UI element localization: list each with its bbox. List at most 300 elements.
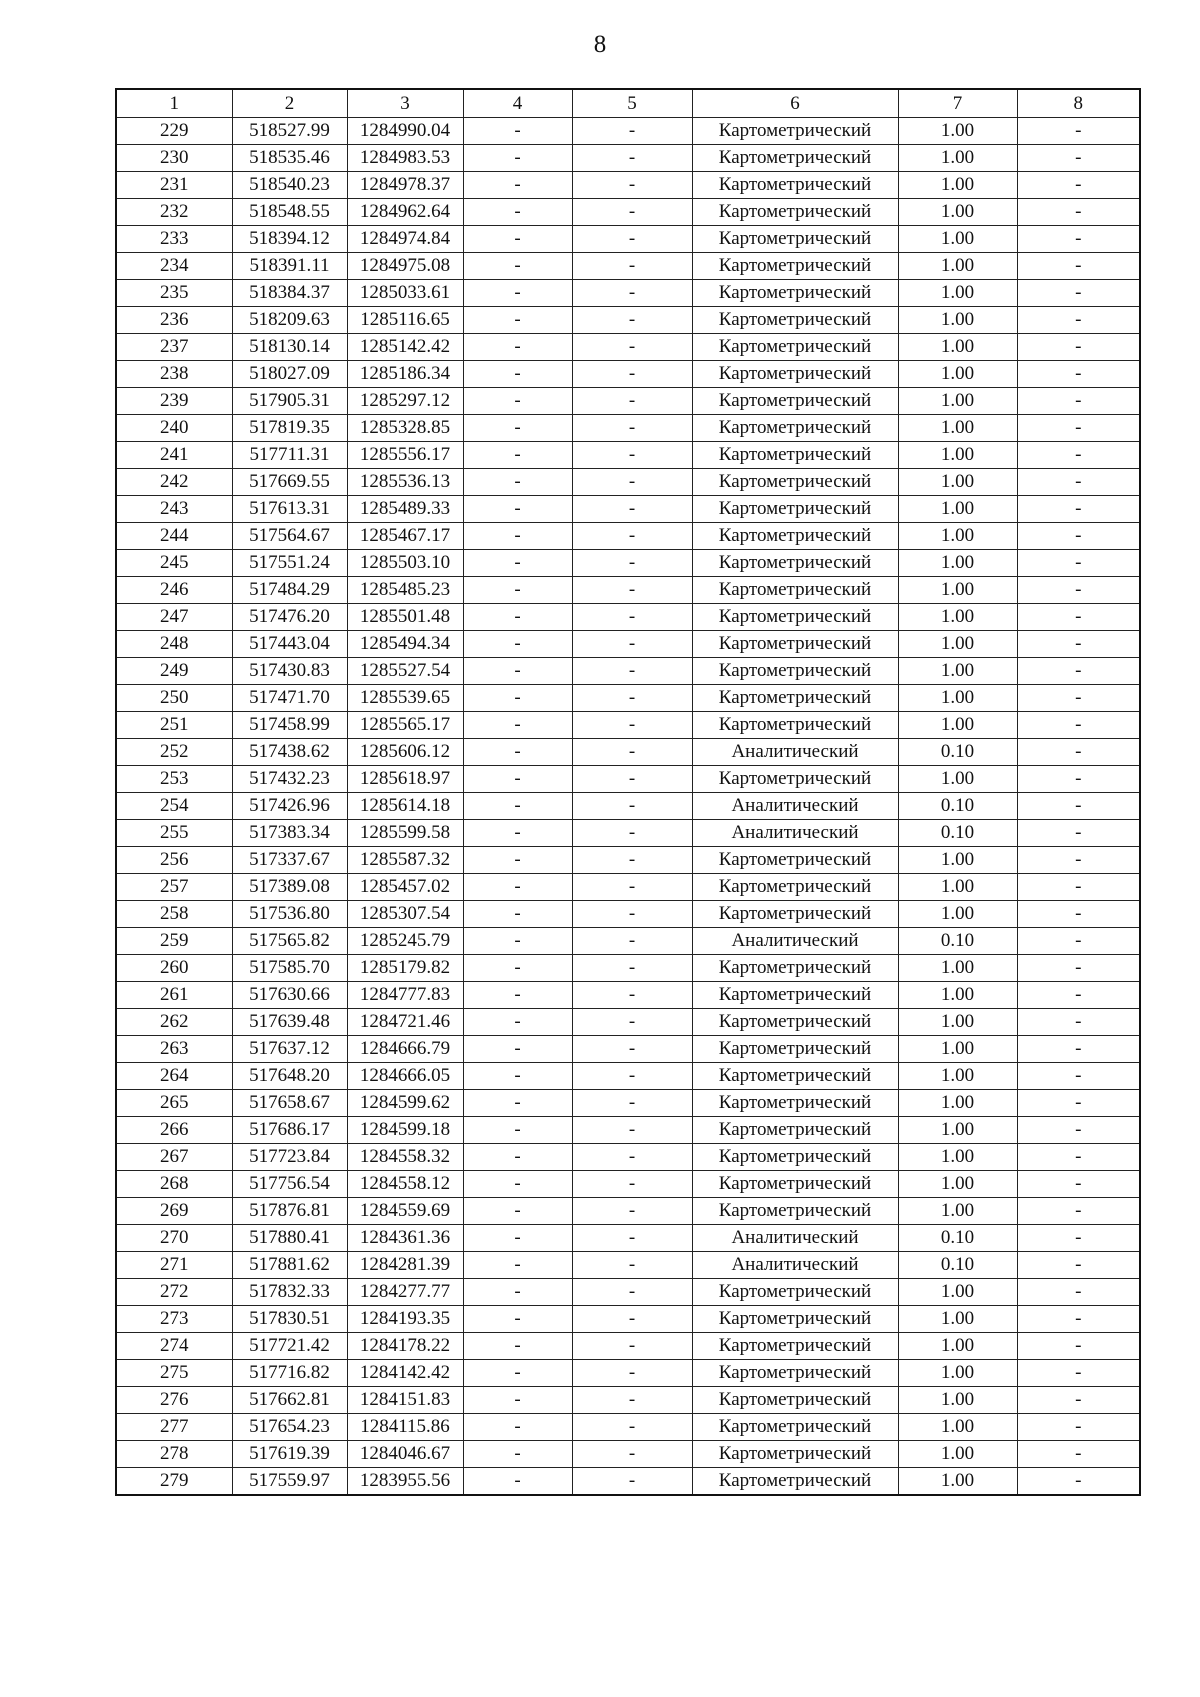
table-row (116, 1252, 1140, 1279)
point-number-cell: 276 (116, 1387, 232, 1414)
col5-cell: - (572, 1090, 692, 1117)
point-number-cell: 273 (116, 1306, 232, 1333)
table-row (116, 307, 1140, 334)
table-row (116, 415, 1140, 442)
col4-cell: - (463, 334, 572, 361)
col5-cell: - (572, 226, 692, 253)
table-row (116, 118, 1140, 145)
x-coordinate-cell: 517905.31 (232, 388, 347, 415)
x-coordinate-cell: 518027.09 (232, 361, 347, 388)
accuracy-cell: 1.00 (898, 550, 1017, 577)
table-row (116, 1414, 1140, 1441)
col5-cell: - (572, 523, 692, 550)
point-number-cell: 247 (116, 604, 232, 631)
col4-cell: - (463, 1198, 572, 1225)
col8-cell: - (1017, 685, 1140, 712)
table-row (116, 820, 1140, 847)
x-coordinate-cell: 517639.48 (232, 1009, 347, 1036)
col8-cell: - (1017, 982, 1140, 1009)
point-number-cell: 274 (116, 1333, 232, 1360)
x-coordinate-cell: 517876.81 (232, 1198, 347, 1225)
method-cell: Картометрический (692, 280, 898, 307)
col4-cell: - (463, 1468, 572, 1496)
point-number-cell: 253 (116, 766, 232, 793)
col8-cell: - (1017, 253, 1140, 280)
y-coordinate-cell: 1285614.18 (347, 793, 463, 820)
accuracy-cell: 1.00 (898, 847, 1017, 874)
method-cell: Аналитический (692, 793, 898, 820)
column-header: 5 (572, 89, 692, 118)
x-coordinate-cell: 517880.41 (232, 1225, 347, 1252)
col8-cell: - (1017, 1171, 1140, 1198)
point-number-cell: 258 (116, 901, 232, 928)
point-number-cell: 244 (116, 523, 232, 550)
col4-cell: - (463, 766, 572, 793)
col8-cell: - (1017, 1387, 1140, 1414)
method-cell: Картометрический (692, 1036, 898, 1063)
table-row (116, 1333, 1140, 1360)
accuracy-cell: 1.00 (898, 172, 1017, 199)
x-coordinate-cell: 517432.23 (232, 766, 347, 793)
col8-cell: - (1017, 1306, 1140, 1333)
accuracy-cell: 1.00 (898, 874, 1017, 901)
accuracy-cell: 1.00 (898, 685, 1017, 712)
accuracy-cell: 1.00 (898, 280, 1017, 307)
col4-cell: - (463, 253, 572, 280)
point-number-cell: 239 (116, 388, 232, 415)
y-coordinate-cell: 1285297.12 (347, 388, 463, 415)
y-coordinate-cell: 1284361.36 (347, 1225, 463, 1252)
col5-cell: - (572, 847, 692, 874)
col5-cell: - (572, 253, 692, 280)
col4-cell: - (463, 577, 572, 604)
col5-cell: - (572, 307, 692, 334)
col4-cell: - (463, 793, 572, 820)
y-coordinate-cell: 1284974.84 (347, 226, 463, 253)
x-coordinate-cell: 518540.23 (232, 172, 347, 199)
x-coordinate-cell: 517471.70 (232, 685, 347, 712)
point-number-cell: 278 (116, 1441, 232, 1468)
col8-cell: - (1017, 1279, 1140, 1306)
point-number-cell: 250 (116, 685, 232, 712)
accuracy-cell: 1.00 (898, 1441, 1017, 1468)
column-header: 8 (1017, 89, 1140, 118)
y-coordinate-cell: 1285606.12 (347, 739, 463, 766)
table-row (116, 1036, 1140, 1063)
y-coordinate-cell: 1284559.69 (347, 1198, 463, 1225)
method-cell: Картометрический (692, 1063, 898, 1090)
col4-cell: - (463, 712, 572, 739)
method-cell: Аналитический (692, 1225, 898, 1252)
point-number-cell: 243 (116, 496, 232, 523)
table-row (116, 847, 1140, 874)
method-cell: Картометрический (692, 874, 898, 901)
y-coordinate-cell: 1284983.53 (347, 145, 463, 172)
col4-cell: - (463, 604, 572, 631)
col4-cell: - (463, 145, 572, 172)
col5-cell: - (572, 685, 692, 712)
x-coordinate-cell: 517648.20 (232, 1063, 347, 1090)
col4-cell: - (463, 1009, 572, 1036)
col5-cell: - (572, 928, 692, 955)
x-coordinate-cell: 517669.55 (232, 469, 347, 496)
accuracy-cell: 1.00 (898, 307, 1017, 334)
method-cell: Картометрический (692, 1360, 898, 1387)
point-number-cell: 263 (116, 1036, 232, 1063)
col5-cell: - (572, 1036, 692, 1063)
col5-cell: - (572, 496, 692, 523)
table-row (116, 199, 1140, 226)
col5-cell: - (572, 442, 692, 469)
method-cell: Картометрический (692, 550, 898, 577)
point-number-cell: 246 (116, 577, 232, 604)
method-cell: Картометрический (692, 334, 898, 361)
y-coordinate-cell: 1284962.64 (347, 199, 463, 226)
col5-cell: - (572, 1144, 692, 1171)
accuracy-cell: 1.00 (898, 496, 1017, 523)
x-coordinate-cell: 517458.99 (232, 712, 347, 739)
col4-cell: - (463, 901, 572, 928)
x-coordinate-cell: 517484.29 (232, 577, 347, 604)
col5-cell: - (572, 820, 692, 847)
point-number-cell: 241 (116, 442, 232, 469)
point-number-cell: 279 (116, 1468, 232, 1496)
accuracy-cell: 1.00 (898, 361, 1017, 388)
col4-cell: - (463, 415, 572, 442)
col4-cell: - (463, 1225, 572, 1252)
col4-cell: - (463, 172, 572, 199)
x-coordinate-cell: 517721.42 (232, 1333, 347, 1360)
y-coordinate-cell: 1284978.37 (347, 172, 463, 199)
col4-cell: - (463, 982, 572, 1009)
col8-cell: - (1017, 145, 1140, 172)
y-coordinate-cell: 1285599.58 (347, 820, 463, 847)
col8-cell: - (1017, 1225, 1140, 1252)
page-number: 8 (593, 31, 607, 58)
accuracy-cell: 1.00 (898, 334, 1017, 361)
col4-cell: - (463, 658, 572, 685)
table-row (116, 442, 1140, 469)
col8-cell: - (1017, 1036, 1140, 1063)
y-coordinate-cell: 1284178.22 (347, 1333, 463, 1360)
point-number-cell: 240 (116, 415, 232, 442)
y-coordinate-cell: 1285565.17 (347, 712, 463, 739)
y-coordinate-cell: 1283955.56 (347, 1468, 463, 1496)
col5-cell: - (572, 172, 692, 199)
x-coordinate-cell: 517630.66 (232, 982, 347, 1009)
point-number-cell: 237 (116, 334, 232, 361)
method-cell: Картометрический (692, 118, 898, 145)
col4-cell: - (463, 1279, 572, 1306)
method-cell: Картометрический (692, 604, 898, 631)
y-coordinate-cell: 1284777.83 (347, 982, 463, 1009)
method-cell: Картометрический (692, 361, 898, 388)
col5-cell: - (572, 118, 692, 145)
point-number-cell: 257 (116, 874, 232, 901)
x-coordinate-cell: 517389.08 (232, 874, 347, 901)
col4-cell: - (463, 1036, 572, 1063)
x-coordinate-cell: 517565.82 (232, 928, 347, 955)
col5-cell: - (572, 1306, 692, 1333)
col4-cell: - (463, 1171, 572, 1198)
table-row (116, 766, 1140, 793)
table-row (116, 145, 1140, 172)
coordinates-table (115, 88, 1141, 1496)
accuracy-cell: 1.00 (898, 1144, 1017, 1171)
y-coordinate-cell: 1285116.65 (347, 307, 463, 334)
accuracy-cell: 1.00 (898, 469, 1017, 496)
col4-cell: - (463, 631, 572, 658)
point-number-cell: 260 (116, 955, 232, 982)
table-row (116, 1144, 1140, 1171)
y-coordinate-cell: 1284558.32 (347, 1144, 463, 1171)
col5-cell: - (572, 469, 692, 496)
table-row (116, 604, 1140, 631)
point-number-cell: 238 (116, 361, 232, 388)
x-coordinate-cell: 517564.67 (232, 523, 347, 550)
y-coordinate-cell: 1285536.13 (347, 469, 463, 496)
col8-cell: - (1017, 1117, 1140, 1144)
accuracy-cell: 1.00 (898, 1279, 1017, 1306)
x-coordinate-cell: 517551.24 (232, 550, 347, 577)
y-coordinate-cell: 1285485.23 (347, 577, 463, 604)
method-cell: Картометрический (692, 1009, 898, 1036)
col5-cell: - (572, 793, 692, 820)
method-cell: Картометрический (692, 982, 898, 1009)
col5-cell: - (572, 1333, 692, 1360)
point-number-cell: 271 (116, 1252, 232, 1279)
method-cell: Картометрический (692, 388, 898, 415)
x-coordinate-cell: 517476.20 (232, 604, 347, 631)
col8-cell: - (1017, 1009, 1140, 1036)
accuracy-cell: 0.10 (898, 793, 1017, 820)
y-coordinate-cell: 1284599.62 (347, 1090, 463, 1117)
table-row (116, 928, 1140, 955)
col4-cell: - (463, 199, 572, 226)
column-header: 3 (347, 89, 463, 118)
point-number-cell: 268 (116, 1171, 232, 1198)
x-coordinate-cell: 517383.34 (232, 820, 347, 847)
table-row (116, 1468, 1140, 1496)
table-row (116, 469, 1140, 496)
col4-cell: - (463, 226, 572, 253)
col5-cell: - (572, 415, 692, 442)
col8-cell: - (1017, 1441, 1140, 1468)
col5-cell: - (572, 1360, 692, 1387)
accuracy-cell: 1.00 (898, 955, 1017, 982)
col5-cell: - (572, 1468, 692, 1496)
col5-cell: - (572, 901, 692, 928)
y-coordinate-cell: 1284281.39 (347, 1252, 463, 1279)
y-coordinate-cell: 1284666.05 (347, 1063, 463, 1090)
y-coordinate-cell: 1284142.42 (347, 1360, 463, 1387)
table-row (116, 685, 1140, 712)
point-number-cell: 242 (116, 469, 232, 496)
col4-cell: - (463, 442, 572, 469)
point-number-cell: 262 (116, 1009, 232, 1036)
column-header: 2 (232, 89, 347, 118)
col5-cell: - (572, 1117, 692, 1144)
col4-cell: - (463, 1441, 572, 1468)
table-row (116, 712, 1140, 739)
y-coordinate-cell: 1285527.54 (347, 658, 463, 685)
point-number-cell: 252 (116, 739, 232, 766)
col5-cell: - (572, 658, 692, 685)
point-number-cell: 259 (116, 928, 232, 955)
col5-cell: - (572, 982, 692, 1009)
x-coordinate-cell: 518130.14 (232, 334, 347, 361)
method-cell: Картометрический (692, 712, 898, 739)
point-number-cell: 249 (116, 658, 232, 685)
method-cell: Картометрический (692, 631, 898, 658)
column-header: 6 (692, 89, 898, 118)
table-body (116, 118, 1140, 1496)
col5-cell: - (572, 199, 692, 226)
table-row (116, 1063, 1140, 1090)
y-coordinate-cell: 1285494.34 (347, 631, 463, 658)
y-coordinate-cell: 1284721.46 (347, 1009, 463, 1036)
x-coordinate-cell: 518209.63 (232, 307, 347, 334)
y-coordinate-cell: 1285142.42 (347, 334, 463, 361)
col5-cell: - (572, 739, 692, 766)
col4-cell: - (463, 685, 572, 712)
col8-cell: - (1017, 280, 1140, 307)
y-coordinate-cell: 1284193.35 (347, 1306, 463, 1333)
col5-cell: - (572, 334, 692, 361)
col5-cell: - (572, 1441, 692, 1468)
col4-cell: - (463, 1144, 572, 1171)
col8-cell: - (1017, 1198, 1140, 1225)
x-coordinate-cell: 518548.55 (232, 199, 347, 226)
x-coordinate-cell: 517658.67 (232, 1090, 347, 1117)
table-row (116, 1306, 1140, 1333)
table-row (116, 874, 1140, 901)
table-row (116, 955, 1140, 982)
point-number-cell: 269 (116, 1198, 232, 1225)
col8-cell: - (1017, 955, 1140, 982)
x-coordinate-cell: 518384.37 (232, 280, 347, 307)
col8-cell: - (1017, 442, 1140, 469)
accuracy-cell: 1.00 (898, 226, 1017, 253)
method-cell: Картометрический (692, 1306, 898, 1333)
col5-cell: - (572, 361, 692, 388)
accuracy-cell: 0.10 (898, 928, 1017, 955)
x-coordinate-cell: 517438.62 (232, 739, 347, 766)
table-row (116, 1090, 1140, 1117)
table-row (116, 1117, 1140, 1144)
col4-cell: - (463, 307, 572, 334)
accuracy-cell: 1.00 (898, 631, 1017, 658)
accuracy-cell: 1.00 (898, 415, 1017, 442)
col5-cell: - (572, 712, 692, 739)
point-number-cell: 254 (116, 793, 232, 820)
col4-cell: - (463, 523, 572, 550)
x-coordinate-cell: 517619.39 (232, 1441, 347, 1468)
y-coordinate-cell: 1285503.10 (347, 550, 463, 577)
table-row (116, 901, 1140, 928)
method-cell: Картометрический (692, 253, 898, 280)
accuracy-cell: 1.00 (898, 1117, 1017, 1144)
x-coordinate-cell: 517711.31 (232, 442, 347, 469)
table-row (116, 577, 1140, 604)
col8-cell: - (1017, 550, 1140, 577)
x-coordinate-cell: 517426.96 (232, 793, 347, 820)
method-cell: Картометрический (692, 523, 898, 550)
point-number-cell: 232 (116, 199, 232, 226)
col4-cell: - (463, 388, 572, 415)
col8-cell: - (1017, 658, 1140, 685)
method-cell: Картометрический (692, 766, 898, 793)
table-row (116, 172, 1140, 199)
accuracy-cell: 0.10 (898, 820, 1017, 847)
col8-cell: - (1017, 226, 1140, 253)
col5-cell: - (572, 145, 692, 172)
col8-cell: - (1017, 1252, 1140, 1279)
x-coordinate-cell: 517337.67 (232, 847, 347, 874)
x-coordinate-cell: 517430.83 (232, 658, 347, 685)
col8-cell: - (1017, 1414, 1140, 1441)
col8-cell: - (1017, 874, 1140, 901)
table-row (116, 550, 1140, 577)
col8-cell: - (1017, 388, 1140, 415)
y-coordinate-cell: 1284558.12 (347, 1171, 463, 1198)
table-row (116, 226, 1140, 253)
y-coordinate-cell: 1285501.48 (347, 604, 463, 631)
col8-cell: - (1017, 1090, 1140, 1117)
col8-cell: - (1017, 793, 1140, 820)
accuracy-cell: 1.00 (898, 388, 1017, 415)
point-number-cell: 267 (116, 1144, 232, 1171)
col8-cell: - (1017, 334, 1140, 361)
point-number-cell: 272 (116, 1279, 232, 1306)
table-row (116, 1279, 1140, 1306)
table-row (116, 1360, 1140, 1387)
col8-cell: - (1017, 766, 1140, 793)
col8-cell: - (1017, 577, 1140, 604)
col8-cell: - (1017, 415, 1140, 442)
method-cell: Картометрический (692, 1333, 898, 1360)
x-coordinate-cell: 517637.12 (232, 1036, 347, 1063)
point-number-cell: 277 (116, 1414, 232, 1441)
table-row (116, 496, 1140, 523)
col8-cell: - (1017, 928, 1140, 955)
y-coordinate-cell: 1284990.04 (347, 118, 463, 145)
method-cell: Аналитический (692, 928, 898, 955)
col4-cell: - (463, 550, 572, 577)
x-coordinate-cell: 517881.62 (232, 1252, 347, 1279)
column-header: 7 (898, 89, 1017, 118)
x-coordinate-cell: 517613.31 (232, 496, 347, 523)
table-row (116, 631, 1140, 658)
col8-cell: - (1017, 1360, 1140, 1387)
y-coordinate-cell: 1285467.17 (347, 523, 463, 550)
col4-cell: - (463, 820, 572, 847)
col8-cell: - (1017, 199, 1140, 226)
col8-cell: - (1017, 631, 1140, 658)
col4-cell: - (463, 1306, 572, 1333)
point-number-cell: 233 (116, 226, 232, 253)
col8-cell: - (1017, 1144, 1140, 1171)
table-row (116, 334, 1140, 361)
col5-cell: - (572, 766, 692, 793)
x-coordinate-cell: 518535.46 (232, 145, 347, 172)
point-number-cell: 261 (116, 982, 232, 1009)
col8-cell: - (1017, 172, 1140, 199)
method-cell: Аналитический (692, 820, 898, 847)
method-cell: Картометрический (692, 1441, 898, 1468)
y-coordinate-cell: 1285245.79 (347, 928, 463, 955)
point-number-cell: 275 (116, 1360, 232, 1387)
